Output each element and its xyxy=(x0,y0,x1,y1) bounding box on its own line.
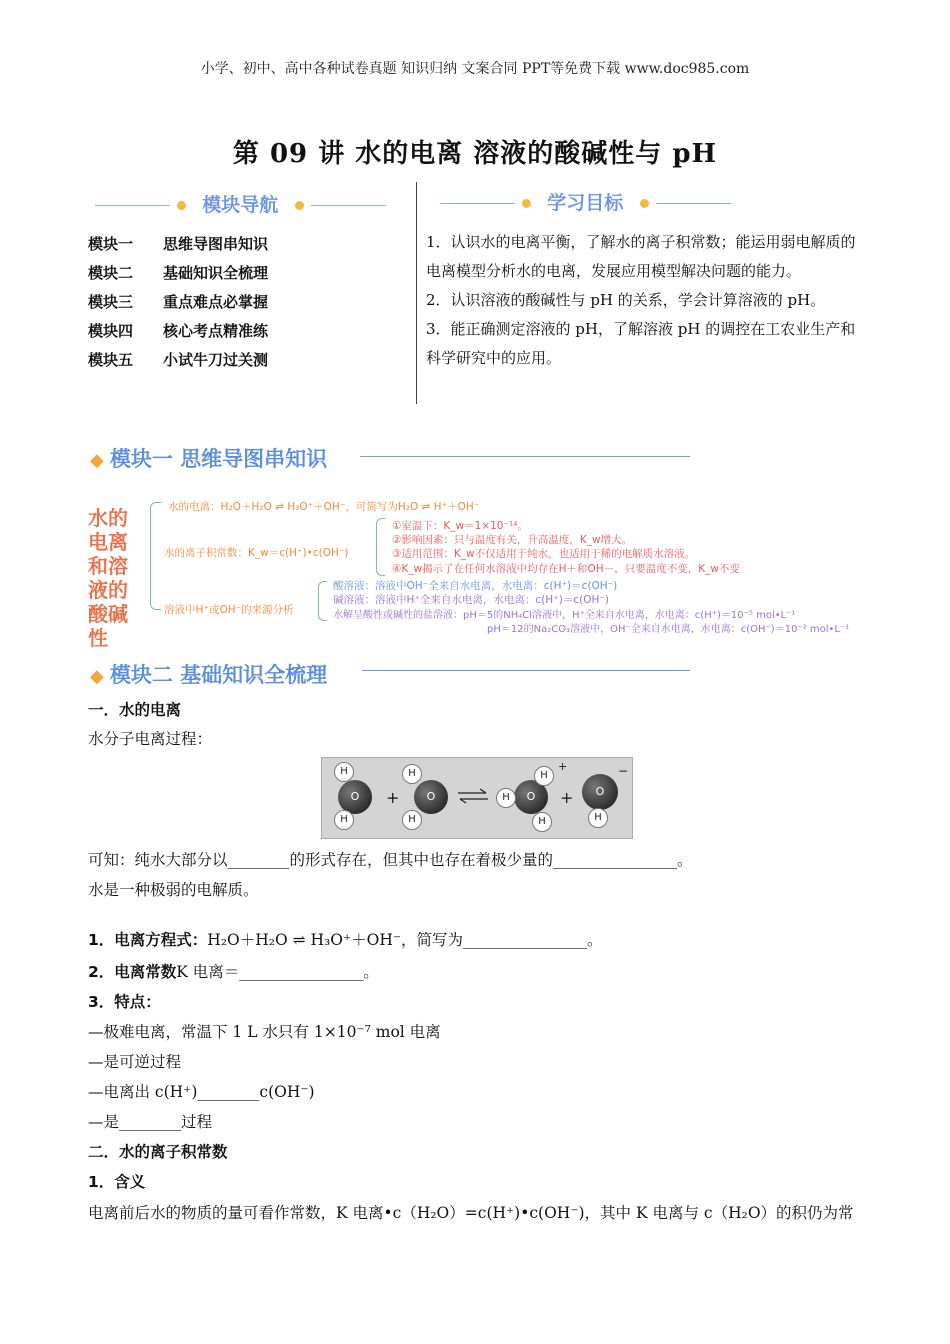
page-title: 第 09 讲 水的电离 溶液的酸碱性与 pH xyxy=(232,139,718,169)
oxygen-atom: O xyxy=(514,780,548,814)
mindmap-source-item: 酸溶液：溶液中OH⁻全来自水电离，水电离：c(H⁺)＝c(OH⁻) xyxy=(333,580,618,592)
goal-item: 1．认识水的电离平衡，了解水的离子积常数；能运用弱电解质的电离模型分析水的电离，发展应用模型解决问题的能力。 xyxy=(426,233,856,280)
mindmap-brace-main xyxy=(150,502,161,610)
mindmap-source-item: 碱溶液：溶液中H⁺全来自水电离，水电离：c(H⁺)＝c(OH⁻) xyxy=(333,594,610,606)
mindmap-branch-ionization: 水的电离：H₂O＋H₂O ⇌ H₃O⁺＋OH⁻，可简写为H₂O ⇌ H⁺＋OH⁻ xyxy=(168,501,480,513)
positive-charge: + xyxy=(558,760,568,773)
mindmap-branch-source: 溶液中H⁺或OH⁻的来源分析 xyxy=(164,604,294,616)
mindmap-kw-item: ③适用范围：K_w不仅适用于纯水，也适用于稀的电解质水溶液。 xyxy=(392,548,696,560)
paragraph: 电离前后水的物质的量可看作常数，K 电离•c（H₂O）=c(H⁺)•c(OH⁻)，其中 K 电离与 c（H₂O）的积仍为常 xyxy=(88,1204,854,1222)
plus-sign: + xyxy=(560,788,574,807)
hydrogen-atom: H xyxy=(532,812,552,832)
feature-item: —是________过程 xyxy=(88,1113,213,1131)
nav-item-module3[interactable]: 模块三 重点难点必掌握 xyxy=(88,293,269,311)
water-ionization-diagram xyxy=(321,757,633,839)
dot-icon xyxy=(177,201,186,210)
nav-banner: 模块导航 xyxy=(95,190,386,217)
oxygen-atom: O xyxy=(582,774,618,810)
oxygen-atom: O xyxy=(414,780,448,814)
paragraph: 可知：纯水大部分以________的形式存在，但其中也存在着极少量的________________。 xyxy=(88,851,693,869)
heading-ion-product: 二．水的离子积常数 xyxy=(88,1143,228,1161)
hydrogen-atom: H xyxy=(402,764,422,784)
goals-banner: 学习目标 xyxy=(440,188,731,215)
plus-sign: + xyxy=(386,788,400,807)
mindmap-branch-kw: 水的离子积常数：K_w＝c(H⁺)•c(OH⁻) xyxy=(164,547,349,559)
mindmap-kw-item: ①室温下：K_w＝1×10⁻¹⁴。 xyxy=(392,520,528,532)
paragraph: 水是一种极弱的电解质。 xyxy=(88,881,259,899)
mindmap-brace-source xyxy=(318,581,327,621)
dot-icon xyxy=(640,199,649,208)
site-header: 小学、初中、高中各种试卷真题 知识归纳 文案合同 PPT等免费下载 www.doc985.com xyxy=(200,61,750,77)
learning-goals xyxy=(426,228,866,373)
feature-item: —电离出 c(H⁺)________c(OH⁻) xyxy=(88,1083,315,1101)
paragraph: 水分子电离过程： xyxy=(88,730,213,748)
dot-icon xyxy=(522,199,531,208)
nav-item-module1[interactable]: 模块一 思维导图串知识 xyxy=(88,235,269,253)
dot-icon xyxy=(295,201,304,210)
mindmap-root: 水的 电离 和溶 液的 酸碱 性 xyxy=(88,506,128,650)
section2-rule xyxy=(362,670,690,671)
nav-item-module2[interactable]: 模块二 基础知识全梳理 xyxy=(88,264,269,282)
goal-item: 3．能正确测定溶液的 pH，了解溶液 pH 的调控在工农业生产和科学研究中的应用。 xyxy=(426,320,856,367)
section2-banner: ◆ 模块二 基础知识全梳理 xyxy=(90,663,328,687)
hydrogen-atom: H xyxy=(334,810,354,830)
mindmap-source-item: 水解呈酸性或碱性的盐溶液：pH＝5的NH₄Cl溶液中，H⁺全来自水电离，水电离：c(H⁺)＝10⁻⁵ mol•L⁻¹ xyxy=(333,610,796,621)
hydrogen-atom: H xyxy=(534,766,554,786)
hydrogen-atom: H xyxy=(402,810,422,830)
section1-rule xyxy=(360,456,690,457)
nav-item-module5[interactable]: 模块五 小试牛刀过关测 xyxy=(88,351,269,369)
column-divider xyxy=(416,182,417,404)
equilibrium-arrow-icon xyxy=(456,788,490,804)
feature-item: —极难电离，常温下 1 L 水只有 1×10⁻⁷ mol 电离 xyxy=(88,1023,441,1041)
hydrogen-atom: H xyxy=(588,808,608,828)
heading-water-ionization: 一．水的电离 xyxy=(88,701,182,719)
ionization-equation: 1．电离方程式：H₂O＋H₂O ⇌ H₃O⁺＋OH⁻，简写为________________。 xyxy=(88,931,603,949)
oxygen-atom: O xyxy=(338,780,372,814)
mindmap-kw-item: ②影响因素：只与温度有关，升高温度，K_w增大。 xyxy=(392,534,633,546)
chevron-icon: ◆ xyxy=(90,666,104,687)
mindmap-source-item: pH＝12的Na₂CO₃溶液中，OH⁻全来自水电离，水电离：c(OH⁻)＝10⁻² mol•L⁻¹ xyxy=(487,624,850,635)
features-heading: 3．特点： xyxy=(88,993,161,1011)
chevron-icon: ◆ xyxy=(90,450,104,471)
mindmap-brace-kw xyxy=(376,518,385,576)
meaning-heading: 1．含义 xyxy=(88,1173,146,1191)
hydrogen-atom: H xyxy=(334,762,354,782)
goal-item: 2．认识溶液的酸碱性与 pH 的关系，学会计算溶液的 pH。 xyxy=(426,291,826,309)
mindmap-kw-item: ④K_w揭示了在任何水溶液中均存在H＋和OH－，只要温度不变，K_w不变 xyxy=(392,563,740,575)
ionization-constant: 2．电离常数K 电离＝________________。 xyxy=(88,963,379,981)
nav-item-module4[interactable]: 模块四 核心考点精准练 xyxy=(88,322,269,340)
hydrogen-atom: H xyxy=(496,788,516,808)
section1-banner: ◆ 模块一 思维导图串知识 xyxy=(90,447,328,471)
feature-item: —是可逆过程 xyxy=(88,1053,182,1071)
negative-charge: − xyxy=(618,764,629,778)
